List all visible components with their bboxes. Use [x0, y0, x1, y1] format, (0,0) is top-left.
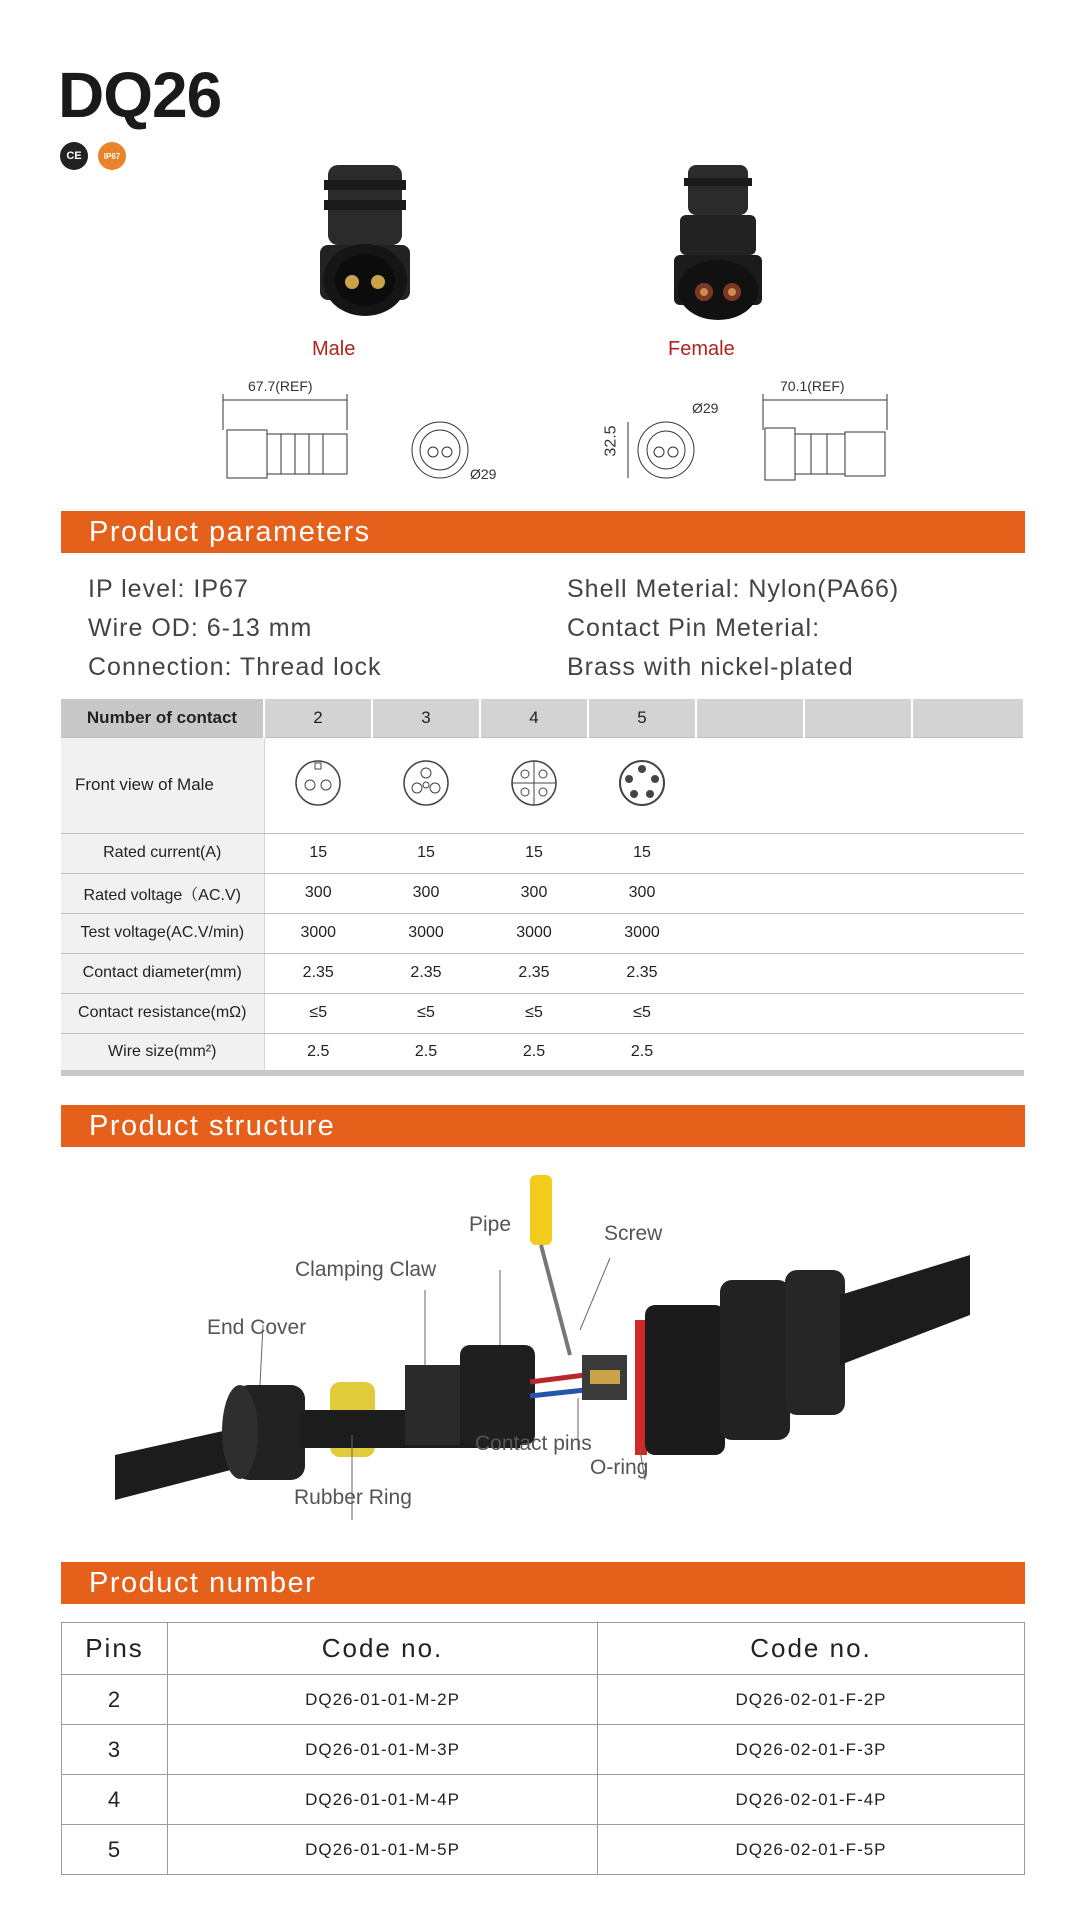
ip67-mark-icon: IP67 [98, 142, 126, 170]
pins-cell: 4 [62, 1775, 168, 1825]
spec-row [61, 913, 1024, 953]
female-label: Female [668, 338, 735, 360]
spec-contact-count: 5 [588, 699, 696, 737]
spec-cell: 2.35 [480, 953, 588, 993]
spec-cell: 15 [264, 833, 372, 873]
female-length-dimension: 70.1(REF) [780, 378, 845, 394]
male-front-drawing [405, 418, 475, 482]
female-code-cell: DQ26-02-01-F-4P [598, 1775, 1025, 1825]
spec-contact-count: 2 [264, 699, 372, 737]
pins-cell: 5 [62, 1825, 168, 1875]
param-connection: Connection: Thread lock [88, 653, 382, 681]
spec-contact-count: 4 [480, 699, 588, 737]
spec-cell: 3000 [372, 913, 480, 953]
spec-cell: ≤5 [588, 993, 696, 1033]
spec-row-label: Rated current(A) [61, 833, 264, 873]
male-connector-image [290, 160, 440, 330]
spec-cell: 15 [372, 833, 480, 873]
male-side-drawing [215, 390, 355, 490]
spec-table [61, 699, 1025, 1076]
param-shell-material: Shell Meterial: Nylon(PA66) [567, 575, 900, 603]
spec-cell: 2.5 [480, 1033, 588, 1073]
spec-cell: 3000 [480, 913, 588, 953]
param-contact-pin-plating: Brass with nickel-plated [567, 653, 854, 681]
table-row [62, 1825, 1025, 1875]
pins-cell: 3 [62, 1725, 168, 1775]
section-header-number: Product number [61, 1562, 1025, 1604]
spec-row [61, 1033, 1024, 1073]
female-code-cell: DQ26-02-01-F-3P [598, 1725, 1025, 1775]
callout-pipe: Pipe [469, 1213, 512, 1236]
female-front-drawing [622, 418, 702, 482]
spec-cell: 15 [480, 833, 588, 873]
male-length-dimension: 67.7(REF) [248, 378, 313, 394]
callout-contact-pins: Contact pins [475, 1432, 592, 1455]
spec-table-header [61, 699, 1024, 737]
spec-row-label: Contact diameter(mm) [61, 953, 264, 993]
female-code-cell: DQ26-02-01-F-5P [598, 1825, 1025, 1875]
spec-contact-count: 3 [372, 699, 480, 737]
spec-cell: 300 [372, 873, 480, 913]
spec-cell: 3000 [264, 913, 372, 953]
header-code-female: Code no. [598, 1623, 1025, 1675]
header-pins: Pins [62, 1623, 168, 1675]
spec-row-label: Rated voltage（AC.V) [61, 873, 264, 913]
param-wire-od: Wire OD: 6-13 mm [88, 614, 313, 642]
male-code-cell: DQ26-01-01-M-4P [168, 1775, 598, 1825]
spec-cell: 300 [264, 873, 372, 913]
spec-empty-cell [804, 699, 912, 737]
table-row [62, 1725, 1025, 1775]
callout-o-ring: O-ring [590, 1456, 649, 1479]
spec-row-label: Wire size(mm²) [61, 1033, 264, 1073]
spec-row-front-view [61, 737, 1024, 833]
male-code-cell: DQ26-01-01-M-5P [168, 1825, 598, 1875]
number-table-header [62, 1623, 1025, 1675]
spec-cell: ≤5 [480, 993, 588, 1033]
spec-row-label: Contact resistance(mΩ) [61, 993, 264, 1033]
param-contact-pin-material: Contact Pin Meterial: [567, 614, 821, 642]
callout-clamping-claw: Clamping Claw [295, 1258, 437, 1281]
front-view-5pin-icon [588, 737, 696, 833]
female-height-dimension: 32.5 [602, 425, 620, 457]
spec-row-label: Front view of Male [61, 737, 264, 833]
male-label: Male [312, 338, 356, 360]
front-view-3pin-icon [372, 737, 480, 833]
male-diameter-dimension: Ø29 [470, 466, 497, 482]
ce-mark-icon: CE [60, 142, 88, 170]
header-code-male: Code no. [168, 1623, 598, 1675]
front-view-4pin-icon [480, 737, 588, 833]
spec-cell: 2.35 [264, 953, 372, 993]
table-row [62, 1675, 1025, 1725]
female-side-drawing [755, 390, 895, 490]
spec-row-label: Test voltage(AC.V/min) [61, 913, 264, 953]
pins-cell: 2 [62, 1675, 168, 1725]
product-number-table [61, 1622, 1025, 1875]
spec-row [61, 953, 1024, 993]
spec-cell: 2.5 [264, 1033, 372, 1073]
spec-cell: 2.5 [372, 1033, 480, 1073]
section-header-structure: Product structure [61, 1105, 1025, 1147]
table-row [62, 1775, 1025, 1825]
female-code-cell: DQ26-02-01-F-2P [598, 1675, 1025, 1725]
spec-cell: 2.5 [588, 1033, 696, 1073]
female-diameter-dimension: Ø29 [692, 400, 719, 416]
section-header-parameters: Product parameters [61, 511, 1025, 553]
spec-cell: 2.35 [588, 953, 696, 993]
exploded-structure-diagram [100, 1160, 980, 1520]
spec-row [61, 833, 1024, 873]
male-code-cell: DQ26-01-01-M-2P [168, 1675, 598, 1725]
callout-screw: Screw [604, 1222, 663, 1245]
spec-row [61, 873, 1024, 913]
param-ip-level: IP level: IP67 [88, 575, 249, 603]
spec-head-label: Number of contact [61, 699, 264, 737]
spec-cell: ≤5 [264, 993, 372, 1033]
spec-cell: 2.35 [372, 953, 480, 993]
spec-cell: ≤5 [372, 993, 480, 1033]
spec-row [61, 993, 1024, 1033]
spec-cell: 300 [480, 873, 588, 913]
male-code-cell: DQ26-01-01-M-3P [168, 1725, 598, 1775]
product-title: DQ26 [58, 59, 222, 131]
spec-cell: 15 [588, 833, 696, 873]
callout-end-cover: End Cover [207, 1316, 307, 1339]
front-view-2pin-icon [264, 737, 372, 833]
spec-cell: 300 [588, 873, 696, 913]
spec-empty-cell [912, 699, 1024, 737]
spec-cell: 3000 [588, 913, 696, 953]
spec-empty-cell [696, 699, 804, 737]
callout-rubber-ring: Rubber Ring [294, 1486, 412, 1509]
female-connector-image [640, 160, 790, 330]
